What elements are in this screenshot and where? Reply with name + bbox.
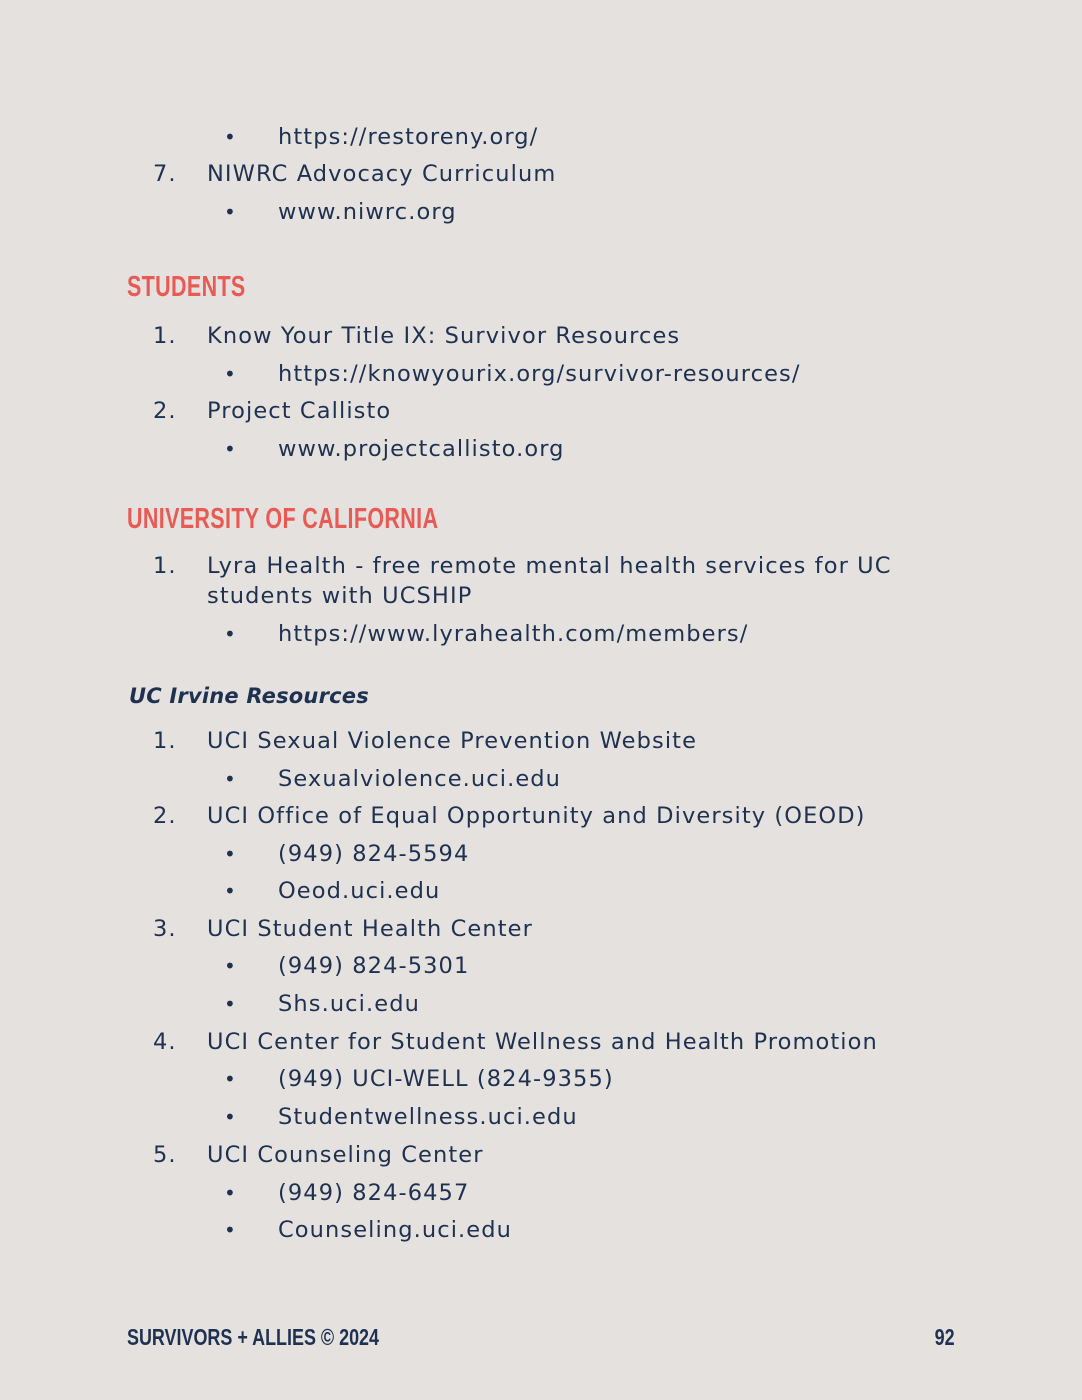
section-heading-students: STUDENTS: [127, 271, 246, 303]
resource-link[interactable]: https://restoreny.org/: [278, 124, 539, 150]
resource-link[interactable]: Counseling.uci.edu: [278, 1217, 512, 1243]
bullet: •: [224, 622, 237, 646]
resource-link[interactable]: www.niwrc.org: [278, 199, 457, 225]
list-number: 7.: [153, 161, 177, 187]
list-item-label: Project Callisto: [207, 398, 392, 424]
list-number: 1.: [153, 553, 177, 579]
bullet: •: [224, 954, 237, 978]
bullet: •: [224, 1218, 237, 1242]
bullet: •: [224, 992, 237, 1016]
resource-link[interactable]: Sexualviolence.uci.edu: [278, 766, 562, 792]
list-item-label: UCI Student Health Center: [207, 916, 533, 942]
bullet: •: [224, 125, 237, 149]
bullet: •: [224, 1067, 237, 1091]
list-item-label: UCI Center for Student Wellness and Health Promotion: [207, 1029, 878, 1055]
resource-link[interactable]: Shs.uci.edu: [278, 991, 420, 1017]
footer-copyright: SURVIVORS + ALLIES © 2024: [127, 1324, 380, 1350]
phone-number: (949) 824-5594: [278, 841, 470, 867]
page-number: 92: [935, 1324, 955, 1350]
list-number: 2.: [153, 803, 177, 829]
bullet: •: [224, 842, 237, 866]
phone-number: (949) 824-6457: [278, 1180, 470, 1206]
list-number: 2.: [153, 398, 177, 424]
resource-link[interactable]: https://knowyourix.org/survivor-resources/: [278, 361, 801, 387]
bullet: •: [224, 362, 237, 386]
phone-number: (949) 824-5301: [278, 953, 470, 979]
bullet: •: [224, 767, 237, 791]
list-item-label: Lyra Health - free remote mental health services for UC: [207, 553, 892, 579]
list-item-label: NIWRC Advocacy Curriculum: [207, 161, 557, 187]
list-number: 4.: [153, 1029, 177, 1055]
resource-link[interactable]: Studentwellness.uci.edu: [278, 1104, 578, 1130]
bullet: •: [224, 200, 237, 224]
bullet: •: [224, 1181, 237, 1205]
list-item-label-line2: students with UCSHIP: [207, 583, 473, 609]
resource-link[interactable]: www.projectcallisto.org: [278, 436, 565, 462]
subsection-heading-uci: UC Irvine Resources: [129, 684, 369, 708]
phone-number: (949) UCI-WELL (824-9355): [278, 1066, 614, 1092]
resource-link[interactable]: Oeod.uci.edu: [278, 878, 441, 904]
bullet: •: [224, 879, 237, 903]
list-number: 3.: [153, 916, 177, 942]
list-item-label: Know Your Title IX: Survivor Resources: [207, 323, 681, 349]
resource-link[interactable]: https://www.lyrahealth.com/members/: [278, 621, 749, 647]
list-item-label: UCI Office of Equal Opportunity and Diversity (OEOD): [207, 803, 866, 829]
list-item-label: UCI Sexual Violence Prevention Website: [207, 728, 698, 754]
bullet: •: [224, 1105, 237, 1129]
list-number: 1.: [153, 728, 177, 754]
list-number: 5.: [153, 1142, 177, 1168]
list-item-label: UCI Counseling Center: [207, 1142, 484, 1168]
list-number: 1.: [153, 323, 177, 349]
bullet: •: [224, 437, 237, 461]
section-heading-uc: UNIVERSITY OF CALIFORNIA: [127, 503, 439, 535]
